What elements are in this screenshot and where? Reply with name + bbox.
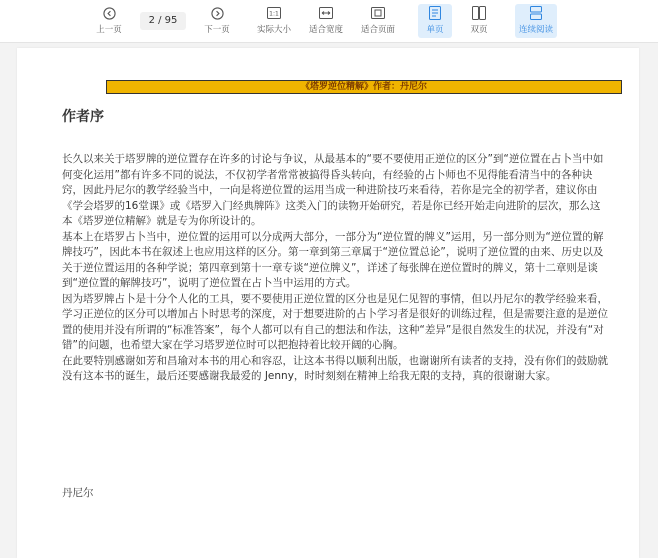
chevron-left-circle-icon bbox=[103, 4, 116, 22]
double-page-icon bbox=[472, 4, 486, 22]
author-signature: 丹尼尔 bbox=[62, 487, 94, 499]
prev-page-button[interactable] bbox=[92, 4, 126, 38]
chevron-right-circle-icon bbox=[211, 4, 224, 22]
fit-width-button[interactable] bbox=[305, 4, 347, 38]
next-page-button[interactable] bbox=[200, 4, 234, 38]
single-page-button[interactable] bbox=[418, 4, 452, 38]
fit-page-icon bbox=[371, 4, 385, 22]
fit-page-label: 适合页面 bbox=[360, 25, 395, 35]
continuous-reading-button[interactable] bbox=[515, 4, 557, 38]
continuous-reading-label: 连续阅读 bbox=[518, 25, 553, 35]
reader-toolbar bbox=[0, 0, 658, 43]
fit-page-button[interactable] bbox=[357, 4, 399, 38]
actual-size-label: 实际大小 bbox=[256, 25, 291, 35]
fit-width-icon bbox=[319, 4, 333, 22]
prev-page-label: 上一页 bbox=[96, 25, 122, 35]
paragraph: 因为塔罗牌占卜是十分个人化的工具，要不要使用正逆位置的区分也是见仁见智的事情，但以丹尼尔的教学经验来看，学习正逆位的区分可以增加占卜时思考的深度，对于想要进阶的占卜学习者是很好的训练过程，但是需要注意的是逆位置的使用并没有所谓的“标准答案”，每个人都可以有自己的想法和作法，这种“差异”是很自然发生的状况，并没有“对错”的问题，也希望大家在学习塔罗逆位时可以把抱持着比较开阔的心胸。 bbox=[62, 292, 608, 351]
document-body bbox=[62, 152, 610, 385]
paragraph: 基本上在塔罗占卜当中，逆位置的运用可以分成两大部分，一部分为“逆位置的牌义”运用，另一部分则为“逆位置的解牌技巧”，因此本书在叙述上也应用这样的区分。第一章到第三章属于“逆位置总论”，说明了逆位置的由来、历史以及关于逆位置运用的各种学说；第四章到第十一章专谈“逆位牌义”，详述了每张牌在逆位置时的牌义，第十二章则是谈到“逆位置的解牌技巧”，说明了逆位置在占卜当中运用的方式。 bbox=[62, 230, 604, 289]
paragraph: 长久以来关于塔罗牌的逆位置存在许多的讨论与争议，从最基本的“要不要使用正逆位的区分”到“逆位置在占卜当中如何变化运用”都有许多不同的说法，不仅初学者常常被搞得昏头转向，有经验的占卜师也不见得能看清当中的各种诀窍，因此丹尼尔的教学经验当中，一向是将逆位置的运用当成一种进阶技巧来看待，若你是完全的初学者，建议你由《学会塔罗的16堂课》或《塔罗入门经典牌阵》这类入门的读物开始研究，若是你已经开始走向进阶的层次，那么这本《塔罗逆位精解》就是专为你所设计的。 bbox=[62, 153, 604, 227]
double-page-label: 双页 bbox=[470, 25, 488, 35]
actual-size-button[interactable] bbox=[253, 4, 295, 38]
single-page-icon bbox=[429, 4, 441, 22]
next-page-label: 下一页 bbox=[204, 25, 230, 35]
double-page-button[interactable] bbox=[462, 4, 496, 38]
fit-width-label: 适合宽度 bbox=[308, 25, 343, 35]
actual-size-icon bbox=[267, 4, 281, 22]
paragraph: 在此要特别感谢如芳和昌瑜对本书的用心和容忍，让这本书得以顺利出版，也谢谢所有读者的支持，没有你们的鼓励就没有这本书的诞生，最后还要感谢我最爱的 Jenny，时时刻刻在精神上给我无限的支持，真的很谢谢大家。 bbox=[62, 354, 608, 382]
title-banner: 《塔罗逆位精解》作者：丹尼尔 bbox=[106, 80, 622, 94]
svg-text:1:1: 1:1 bbox=[269, 10, 279, 18]
single-page-label: 单页 bbox=[426, 25, 444, 35]
page-indicator[interactable]: 2 / 95 bbox=[140, 12, 186, 30]
continuous-reading-icon bbox=[530, 4, 542, 22]
page-heading: 作者序 bbox=[62, 109, 104, 125]
document-page bbox=[17, 48, 639, 558]
